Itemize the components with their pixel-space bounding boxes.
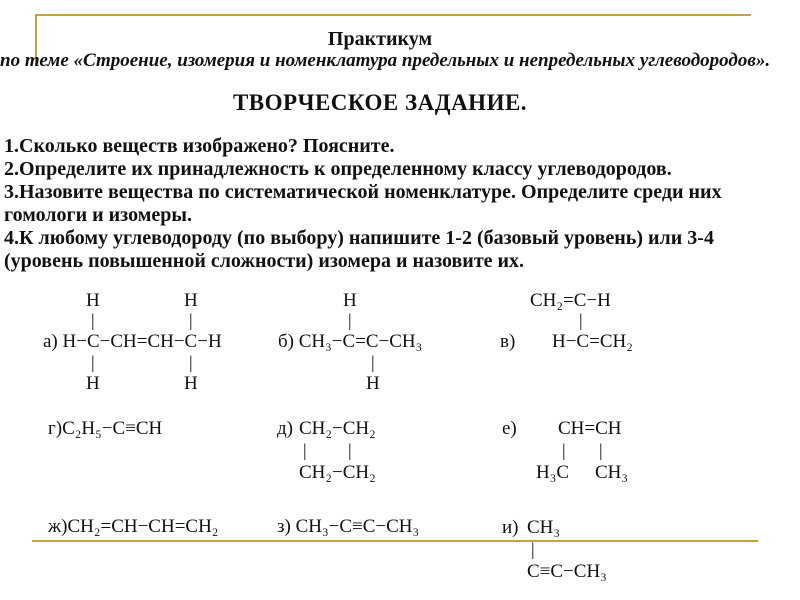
vertical-bond: | xyxy=(91,352,95,372)
vertical-bond: | xyxy=(91,310,95,330)
formula-zh-main: ж)CH₂=CH−CH=CH₂ xyxy=(48,516,219,537)
formula-a-main: а) H−C−CH=CH−C−H xyxy=(43,331,222,352)
vertical-bond: | xyxy=(599,440,603,460)
section-heading: ТВОРЧЕСКОЕ ЗАДАНИЕ. xyxy=(232,90,528,115)
vertical-bond: | xyxy=(303,440,307,460)
frame-bottom-line xyxy=(32,540,758,542)
formula-g-main: г)C₂H₅−C≡CH xyxy=(48,418,163,439)
frame-top-line xyxy=(35,14,751,16)
hydrogen-atom: H xyxy=(366,373,380,394)
formula-v-label: в) xyxy=(500,331,516,352)
formula-d-label: д) xyxy=(277,418,293,439)
hydrogen-atom: H xyxy=(86,373,100,394)
slide-subtitle: по теме «Строение, изомерия и номенклатура предельных и непредельных углеводородов». xyxy=(0,50,771,71)
formula-z-main: з) CH₃−C≡C−CH₃ xyxy=(277,516,420,537)
task-4-line-1: 4.К любому углеводороду (по выбору) напишите 1-2 (базовый уровень) или 3-4 xyxy=(4,227,714,249)
formula-i-label: и) xyxy=(502,517,519,538)
hydrogen-atom: H xyxy=(86,290,100,311)
vertical-bond: | xyxy=(371,352,375,372)
vertical-bond: | xyxy=(579,310,583,330)
formula-i-row1: CH₃ xyxy=(527,517,561,538)
formula-e-row2-right: CH₃ xyxy=(595,462,629,483)
hydrogen-atom: H xyxy=(343,290,357,311)
vertical-bond: | xyxy=(348,310,352,330)
formula-e-row2-left: H₃C xyxy=(536,462,570,483)
formula-v-line1: CH₂=C−H xyxy=(530,290,611,311)
formula-i-row2: C≡C−CH₃ xyxy=(527,561,607,582)
formula-e-row1: CH=CH xyxy=(558,418,622,439)
slide-title: Практикум xyxy=(327,28,433,50)
formula-d-row2: CH₂−CH₂ xyxy=(299,462,376,483)
vertical-bond: | xyxy=(562,440,566,460)
task-3-line-2: гомологи и изомеры. xyxy=(4,204,192,226)
hydrogen-atom: H xyxy=(184,290,198,311)
formula-v-line2: H−C=CH₂ xyxy=(552,331,633,352)
vertical-bond: | xyxy=(531,539,535,559)
vertical-bond: | xyxy=(189,310,193,330)
vertical-bond: | xyxy=(348,440,352,460)
task-list xyxy=(4,135,800,273)
hydrogen-atom: H xyxy=(184,373,198,394)
formula-b-main: б) CH₃−C=C−CH₃ xyxy=(278,331,423,352)
task-4-line-2: (уровень повышенной сложности) изомера и назовите их. xyxy=(4,250,525,272)
task-2: 2.Определите их принадлежность к определенному классу углеводородов. xyxy=(4,158,672,180)
task-3-line-1: 3.Назовите вещества по систематической номенклатуре. Определите среди них xyxy=(4,181,722,203)
vertical-bond: | xyxy=(189,352,193,372)
task-1: 1.Сколько веществ изображено? Поясните. xyxy=(4,135,395,157)
formula-d-row1: CH₂−CH₂ xyxy=(299,418,376,439)
formula-e-label: е) xyxy=(502,418,517,439)
